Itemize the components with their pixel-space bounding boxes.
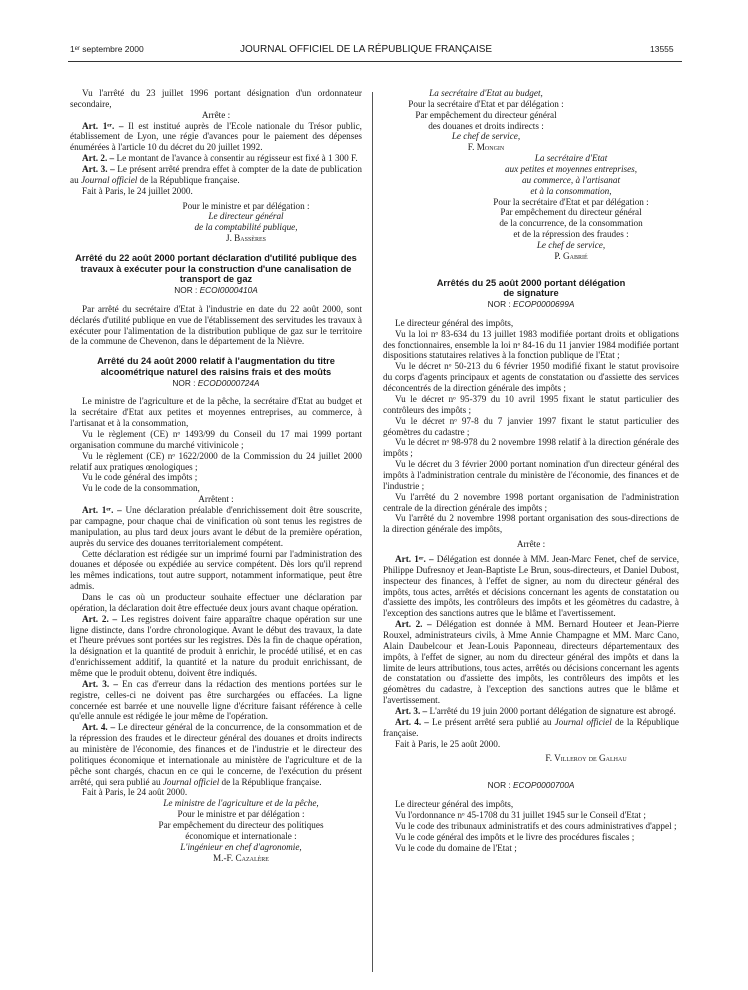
nor-label: NOR : [174, 285, 200, 296]
article-label: Art. 4. – [395, 716, 429, 727]
visa: Vu le décret nᵒ 50-213 du 6 février 1950 modifié fixant le statut provisoire du corps d'agents principaux et agents de constatation ou d'assiette des services déconcentrés de la direction générale des impôts ; [383, 361, 679, 394]
arrete-heading: Arrête : [201, 109, 231, 120]
signature-line: et à la consommation, [530, 185, 612, 196]
article-1 [70, 505, 362, 548]
nor-label: NOR : [487, 299, 513, 310]
paragraph: Par arrêté du secrétaire d'Etat à l'industrie en date du 22 août 2000, sont déclarés d'utilité publique en vue de l'établissement des servitudes les travaux à exécuter pour l'alimentation de la distribution publique de gaz sur le territoire de la commune de Chevenon, dans le département de la Nièvre. [70, 303, 362, 347]
visa: Vu le décret nᵒ 98-978 du 2 novembre 1998 relatif à la direction générale des impôts ; [383, 437, 679, 459]
column-divider [372, 92, 373, 972]
journal-officiel-ref: Journal officiel [162, 776, 220, 787]
signature-line: Le ministre de l'agriculture et de la pêche, [163, 798, 319, 809]
article-label: Art. 4. – [82, 722, 116, 733]
signature-line: et de la répression des fraudes : [513, 229, 629, 240]
paragraph: Le directeur général des impôts, [395, 317, 514, 328]
fait-line: Fait à Paris, le 24 juillet 2000. [82, 185, 193, 196]
nor-code: ECOP0000699A [513, 299, 575, 310]
signature-line: des douanes et droits indirects : [428, 120, 544, 131]
article-2 [70, 614, 362, 679]
signatory-name: J. Bassères [226, 233, 266, 244]
article-2 [383, 619, 679, 706]
header-date: 1ᵉʳ septembre 2000 [70, 44, 144, 54]
signature-line: L'ingénieur en chef d'agronomie, [180, 841, 302, 852]
signatory-name: F. Villeroy de Galhau [545, 753, 627, 764]
visa: Vu le décret nᵒ 97-8 du 7 janvier 1997 fixant le statut particulier des géomètres du cadastre ; [383, 415, 679, 437]
signature-line: La secrétaire d'Etat [534, 153, 608, 164]
article-text: Le présent arrêté prendra effet à compter de la date de publication au [70, 164, 362, 185]
fait-line: Fait à Paris, le 25 août 2000. [395, 738, 501, 749]
article-text: de la République française. [137, 174, 240, 185]
journal-officiel-ref: Journal officiel [80, 174, 138, 185]
signature-line: La secrétaire d'Etat au budget, [429, 88, 543, 98]
left-column [70, 88, 362, 863]
decree-title: Arrêté du 22 août 2000 portant déclaration d'utilité publique des travaux à exécuter pour la construction d'une canalisation de transport de gaz [75, 253, 357, 285]
visa: Vu l'arrêté du 2 novembre 1998 portant organisation des sous-directions de la direction générale des impôts, [383, 513, 679, 535]
signature-line: Par empêchement du directeur des politiques [158, 819, 324, 830]
article-1 [70, 121, 362, 154]
article-label: Art. 3. – [82, 678, 118, 689]
nor-reference [70, 286, 362, 296]
article-text: Les registres doivent faire apparaître chaque opération sur une ligne distincte, dans l'ordre chronologique. Avant le début des travaux, la date et l'heure prévues sont portées sur les registres. Dès la fin de chaque opération, la désignation et la quantité de produit à enrichir, le procédé utilisé, et en cas d'enrichissement additif, la quantité et la nature du produit enrichissant, de même que le produit obtenu, doivent être indiqués. [70, 613, 363, 678]
article-1 [383, 554, 679, 619]
article-4 [70, 722, 362, 787]
paragraph: Vu l'arrêté du 23 juillet 1996 portant désignation d'un ordonnateur secondaire, [70, 88, 362, 109]
right-column [383, 88, 679, 853]
signature-line: Par empêchement du directeur général [415, 109, 557, 120]
signatory-name: P. Gabrié [554, 250, 588, 261]
visa: Vu le code du domaine de l'Etat ; [395, 842, 517, 853]
header-rule [68, 61, 682, 62]
signature-line: au commerce, à l'artisanat [521, 174, 621, 185]
nor-code: ECOD0000724A [197, 377, 260, 388]
article-text: de la République française. [383, 716, 680, 738]
article-3 [70, 679, 362, 722]
signature-line: Pour le ministre et par délégation : [177, 809, 305, 820]
visa: Vu l'arrêté du 2 novembre 1998 portant organisation de l'administration centrale de la direction générale des impôts ; [383, 491, 679, 513]
signature-line: Pour la secrétaire d'Etat et par délégation : [408, 98, 564, 109]
header-title: JOURNAL OFFICIEL DE LA RÉPUBLIQUE FRANÇAISE [240, 44, 493, 55]
nor-reference [383, 300, 679, 310]
article-label: Art. 2. – [395, 619, 432, 630]
signatory-name: F. Mongin [467, 142, 505, 153]
visa: Vu le décret nᵒ 95-379 du 10 avril 1995 fixant le statut particulier des contrôleurs des impôts ; [383, 393, 679, 415]
nor-code: ECOI0000410A [199, 285, 258, 296]
signature-block [383, 153, 679, 262]
signature-line: Par empêchement du directeur général [500, 207, 642, 218]
visa: Vu le règlement (CE) nᵒ 1622/2000 de la Commission du 24 juillet 2000 relatif aux pratiques œnologiques ; [70, 450, 362, 472]
paragraph: Le ministre de l'agriculture et de la pêche, la secrétaire d'Etat au budget et la secrétaire d'Etat aux petites et moyennes entreprises, au commerce, à l'artisanat et à la consommation, [70, 396, 362, 429]
nor-reference [70, 379, 362, 389]
signature-line: Le chef de service, [536, 240, 606, 251]
article-label: Art. 1ᵉʳ. – [82, 505, 122, 516]
nor-reference [383, 781, 679, 791]
visa: Vu l'ordonnance nᵒ 45-1708 du 31 juillet 1945 sur le Conseil d'Etat ; [395, 809, 646, 820]
article-label: Art. 3. – [82, 164, 115, 175]
article-text: Une déclaration préalable d'enrichissement doit être souscrite, par campagne, pour chaque chai de vinification où sont tenus les registres de manipulation, au plus tard deux jours avant le début de la première opération, auprès du service des douanes territorialement compétent. [70, 505, 362, 548]
signature-line: Pour la secrétaire d'Etat et par délégation : [493, 196, 649, 207]
paragraph: Cette déclaration est rédigée sur un imprimé fourni par l'administration des douanes et déposée ou expédiée au service compétent. Dès lors qu'il reprend les mêmes indications, tout autre support, notamment informatique, peut être admis. [70, 548, 362, 592]
signature-line: Pour le ministre et par délégation : [182, 200, 310, 211]
article-label: Art. 2. – [82, 153, 115, 164]
decree-title: Arrêté du 24 août 2000 relatif à l'augmentation du titre alcoométrique naturel des raisins frais et des moûts [97, 356, 335, 377]
article-text: Le montant de l'avance à consentir au régisseur est fixé à 1 300 F. [114, 153, 358, 164]
nor-code: ECOP0000700A [513, 780, 575, 791]
signature-line: économique et internationale : [185, 830, 297, 841]
article-text: Il est institué auprès de l'Ecole nationale du Trésor public, établissement de Lyon, une régie d'avances pour le paiement des dépenses énumérées à l'article 10 du décret du 20 juillet 1992. [70, 120, 362, 153]
article-text: L'arrêté du 19 juin 2000 portant délégation de signature est abrogé. [427, 705, 676, 716]
visa: Vu la loi nᵒ 83-634 du 13 juillet 1983 modifiée portant droits et obligations des fonctionnaires, ensemble la loi nᵒ 84-16 du 11 janvier 1984 modifiée portant dispositions statutaires relatives à la fonction publique de l'Etat ; [383, 328, 679, 361]
article-text: En cas d'erreur dans la rédaction des mentions portées sur le registre, celles-ci ne doivent pas être surchargées ou effacées. La ligne concernée est barrée et une nouvelle ligne d'écriture faisant référence à celle qu'elle annule est rédigée le jour même de l'opération. [70, 678, 362, 722]
visa: Vu le décret du 3 février 2000 portant nomination d'un directeur général des impôts à l'administration centrale du ministère de l'économie, des finances et de l'industrie ; [383, 459, 679, 491]
signature-line: Le directeur général [208, 211, 284, 222]
visa: Vu le code des tribunaux administratifs et des cours administratives d'appel ; [395, 820, 677, 831]
signature-block [383, 88, 679, 153]
nor-label: NOR : [487, 780, 513, 791]
article-label: Art. 3. – [395, 705, 428, 716]
article-4 [383, 717, 679, 739]
header-page-number: 13555 [650, 44, 674, 54]
nor-label: NOR : [172, 377, 198, 388]
fait-line: Fait à Paris, le 24 août 2000. [82, 787, 188, 798]
signature-line: aux petites et moyennes entreprises, [504, 164, 638, 175]
article-text: Le directeur général de la concurrence, de la consommation et de la répression des fraudes et le directeur général des douanes et droits indirects au ministère de l'économie, des finances et de l'industrie et le directeur des politiques économique et internationale au ministère de l'agriculture et de la pêche sont chargés, chacun en ce qui le concerne, de l'exécution du présent arrêté, qui sera publié au [70, 722, 362, 787]
paragraph: Le directeur général des impôts, [395, 799, 514, 810]
visa: Vu le code de la consommation, [82, 483, 200, 494]
arrete-heading: Arrête : [516, 539, 546, 550]
article-3 [70, 164, 362, 186]
visa: Vu le code général des impôts ; [82, 472, 198, 483]
article-text: de la République française. [219, 776, 322, 787]
paragraph: Dans le cas où un producteur souhaite effectuer une déclaration par opération, la déclaration doit être effectuée deux jours avant chaque opération. [70, 591, 362, 613]
arretent-heading: Arrêtent : [198, 494, 234, 505]
signatory-name: M.-F. Cazalère [213, 852, 269, 863]
article-label: Art. 1ᵉʳ. – [395, 553, 434, 564]
article-text: Délégation est donnée à MM. Jean-Marc Fenet, chef de service, Philippe Dufresnoy et Jean-Baptiste Le Brun, sous-directeurs, et Daniel Dubost, inspecteur des finances, à l'effet de signer, au nom du directeur général des impôts, tous actes, arrêtés et décisions concernant les agents de constatation ou d'assiette des impôts, les contrôleurs des impôts et les géomètres du cadastre, à l'exception des sanctions autres que le blâme et l'avertissement. [383, 553, 679, 619]
decree-title: Arrêtés du 25 août 2000 portant délégation de signature [436, 277, 626, 299]
visa: Vu le code général des impôts et le livre des procédures fiscales ; [395, 831, 635, 842]
article-label: Art. 1ᵉʳ. – [82, 120, 124, 131]
article-text: Délégation est donnée à MM. Bernard Houteer et Jean-Pierre Rouxel, administrateurs civils, à Mme Annie Champagne et MM. Marc Cano, Alain Daubelcour et Jean-Louis Paponneau, directeurs départementaux des impôts, à l'effet de signer, au nom du directeur général des impôts et dans la limite de leurs attributions, tous actes, arrêtés ou décisions concernant les agents de constatation ou d'assiette des impôts, les contrôleurs des impôts et les géomètres du cadastre, à l'exception des sanctions autres que le blâme et l'avertissement. [383, 619, 679, 706]
journal-officiel-ref: Journal officiel [554, 716, 612, 727]
article-text: Le présent arrêté sera publié au [428, 716, 555, 727]
visa: Vu le règlement (CE) nᵒ 1493/99 du Conseil du 17 mai 1999 portant organisation commune du marché vitivinicole ; [70, 429, 362, 450]
article-label: Art. 2. – [82, 613, 118, 624]
signature-line: Le chef de service, [451, 131, 521, 142]
article-3 [383, 706, 679, 717]
article-2 [70, 153, 362, 164]
signature-line: de la comptabilité publique, [194, 222, 298, 233]
signature-line: de la concurrence, de la consommation [499, 218, 643, 229]
